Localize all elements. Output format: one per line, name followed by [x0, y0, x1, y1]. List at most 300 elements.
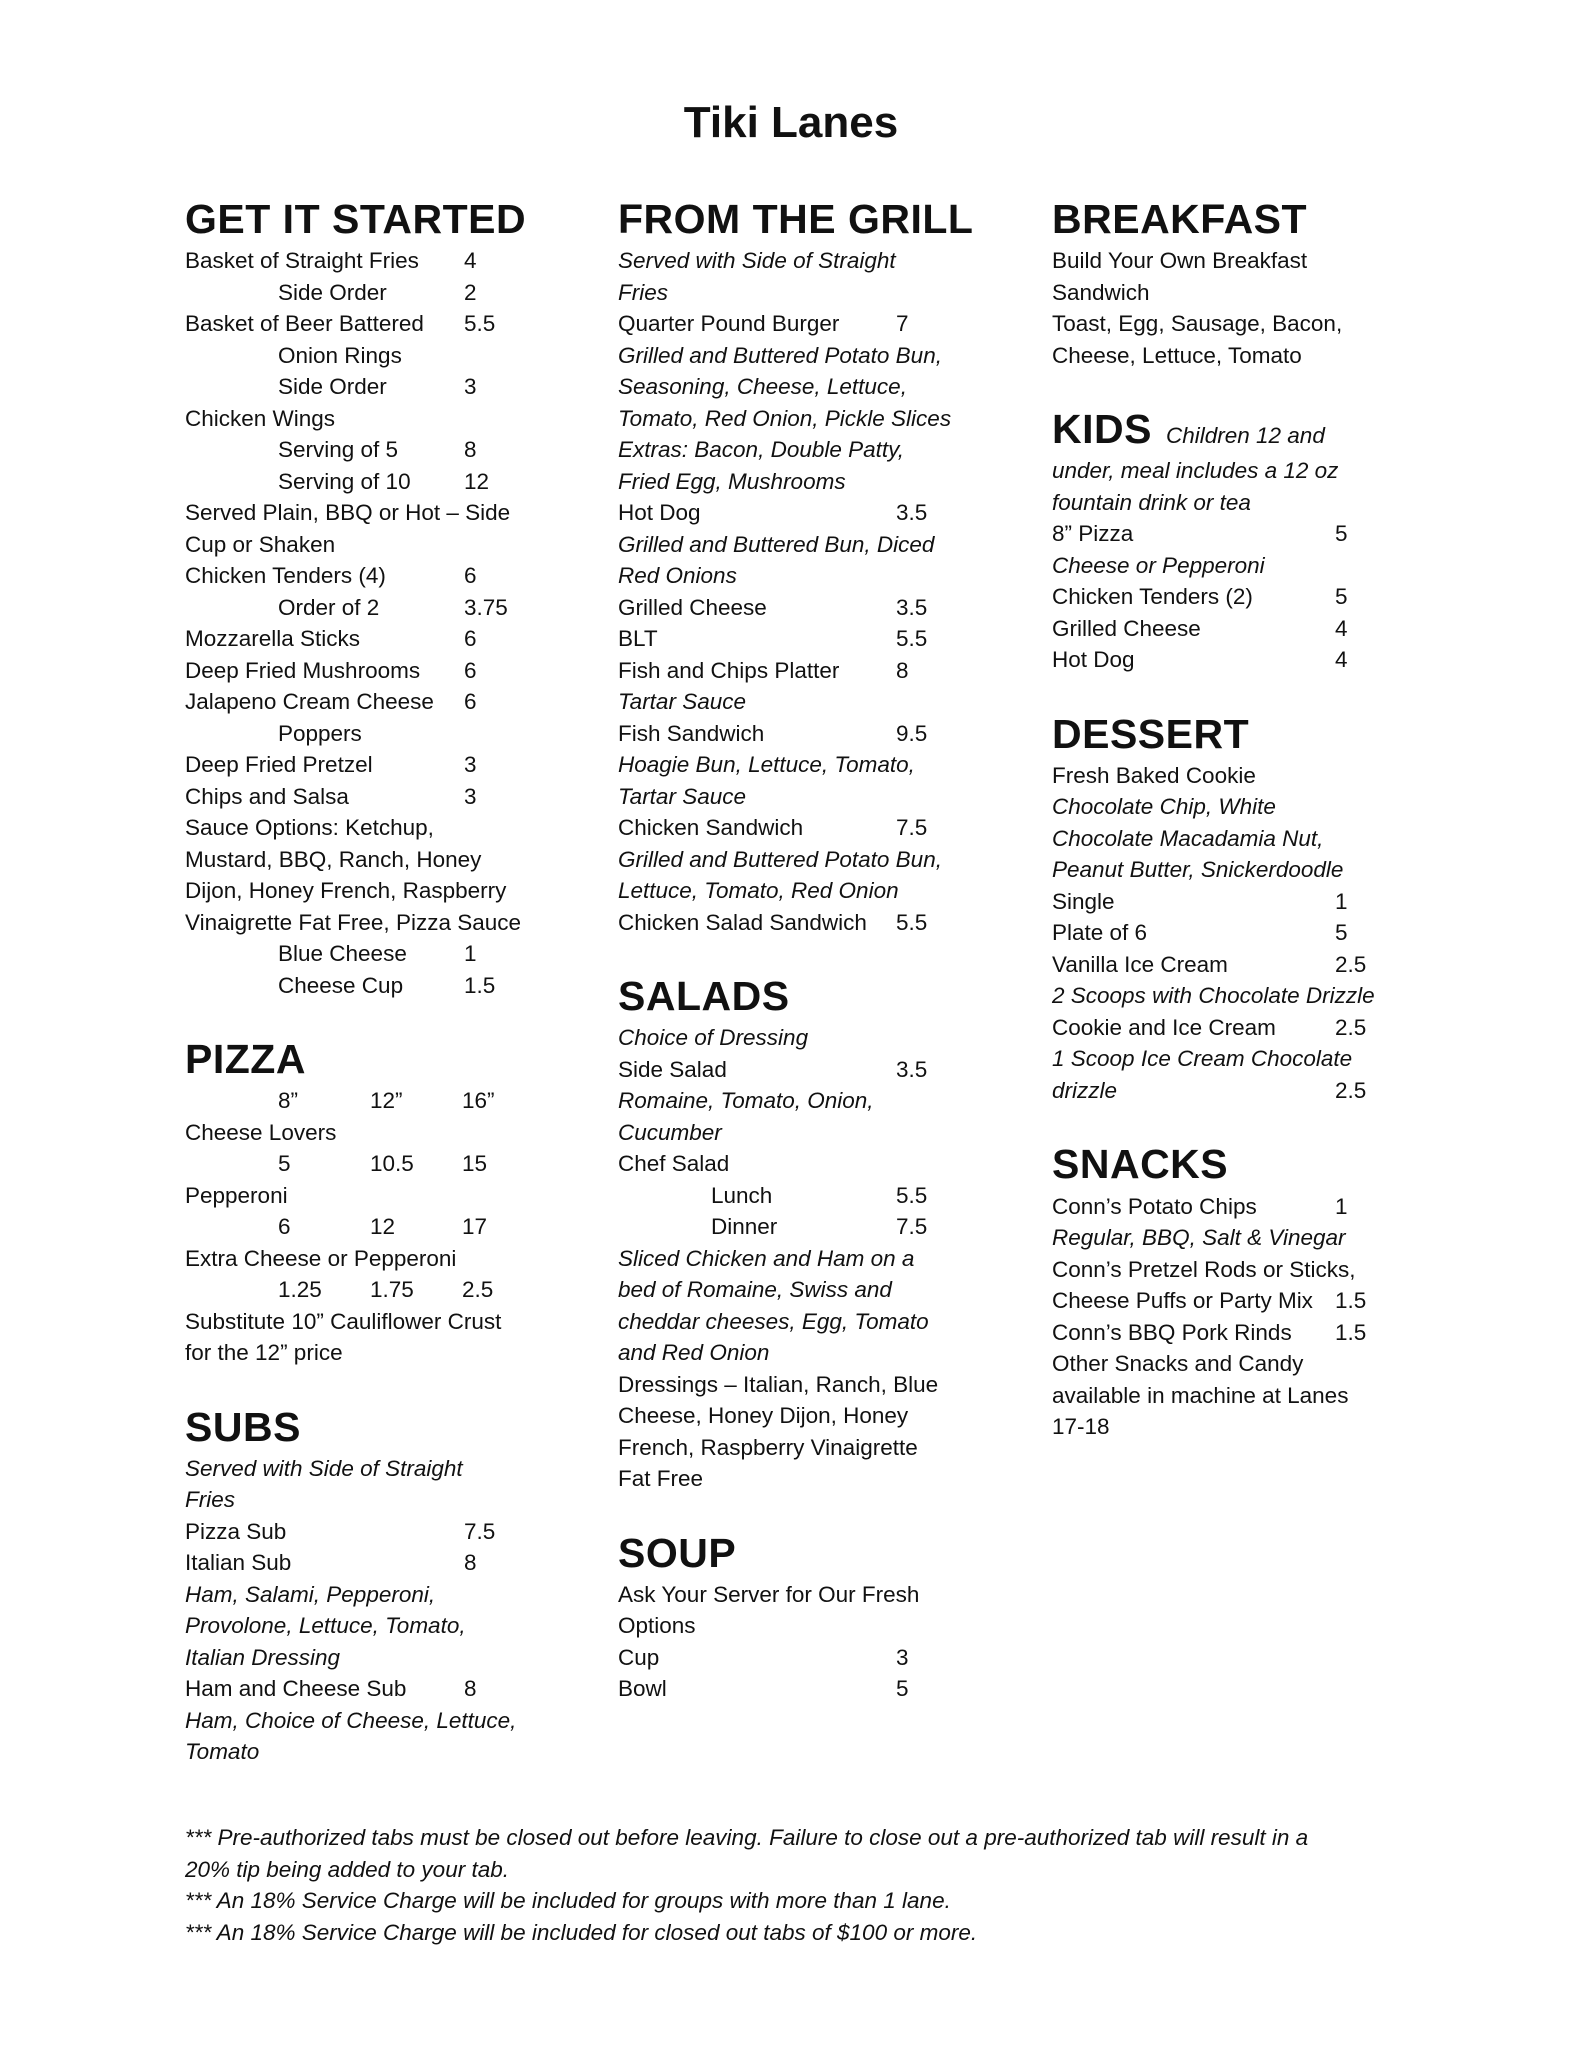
- item-name: Conn’s Potato Chips: [1052, 1193, 1257, 1219]
- pizza-price-cell: 1.75: [370, 1277, 414, 1303]
- pizza-price-cell: 5: [278, 1151, 291, 1177]
- item-name: Side Salad: [618, 1056, 727, 1082]
- item-price: 6: [464, 689, 477, 715]
- item-name: Conn’s BBQ Pork Rinds: [1052, 1319, 1292, 1345]
- menu-text-line: [185, 1117, 555, 1149]
- item-name: Blue Cheese: [278, 941, 407, 967]
- item-name: Grilled and Buttered Potato Bun,: [618, 846, 942, 872]
- menu-text-line: [185, 812, 555, 844]
- item-name: Quarter Pound Burger: [618, 311, 840, 337]
- menu-item: [1052, 917, 1452, 949]
- item-name: Tomato: [185, 1739, 260, 1765]
- item-name: available in machine at Lanes: [1052, 1382, 1349, 1408]
- menu-item: [185, 1673, 555, 1705]
- item-description: [618, 277, 1018, 309]
- item-description: [618, 1117, 1018, 1149]
- item-price: 8: [464, 1676, 477, 1702]
- pizza-price-cell: 12”: [370, 1088, 403, 1114]
- menu-text-line: [1052, 760, 1452, 792]
- menu-item: [618, 907, 1018, 939]
- item-name: Dinner: [711, 1214, 778, 1240]
- item-name: 17-18: [1052, 1414, 1110, 1440]
- menu-section-snacks: [1052, 1141, 1452, 1442]
- menu-item: [618, 1054, 1018, 1086]
- item-price: 3: [896, 1644, 909, 1670]
- item-description: [185, 1453, 555, 1485]
- item-description: [618, 403, 1018, 435]
- item-name: Basket of Straight Fries: [185, 248, 419, 274]
- item-name: Fries: [618, 279, 668, 305]
- item-name: French, Raspberry Vinaigrette: [618, 1434, 918, 1460]
- item-name: under, meal includes a 12 oz: [1052, 458, 1339, 484]
- menu-item: [1052, 613, 1452, 645]
- item-price: 5.5: [896, 626, 928, 652]
- menu-text-line: [185, 1180, 555, 1212]
- menu-item: [185, 560, 555, 592]
- item-price: 7: [896, 311, 909, 337]
- item-name: Substitute 10” Cauliflower Crust: [185, 1308, 502, 1334]
- pizza-price-row: [185, 1211, 555, 1243]
- item-name: Single: [1052, 888, 1115, 914]
- item-description: [185, 1610, 555, 1642]
- item-name: BLT: [618, 626, 658, 652]
- item-name: Toast, Egg, Sausage, Bacon,: [1052, 311, 1343, 337]
- item-description: [185, 1484, 555, 1516]
- menu-text-line: [1052, 277, 1452, 309]
- item-name: Side Order: [278, 279, 387, 305]
- menu-text-line: [618, 1463, 1018, 1495]
- section-heading: [618, 973, 1018, 1020]
- item-name: Vanilla Ice Cream: [1052, 951, 1228, 977]
- menu-item: [185, 1516, 555, 1548]
- menu-text-line: [618, 1579, 1018, 1611]
- item-name: Jalapeno Cream Cheese: [185, 689, 434, 715]
- item-name: Cup: [618, 1644, 660, 1670]
- item-name: Ham, Choice of Cheese, Lettuce,: [185, 1707, 517, 1733]
- menu-section-breakfast: [1052, 196, 1452, 371]
- pizza-price-row: [185, 1085, 555, 1117]
- item-name: Build Your Own Breakfast: [1052, 248, 1308, 274]
- item-name: Italian Sub: [185, 1550, 292, 1576]
- section-heading-text: SOUP: [618, 1529, 737, 1576]
- section-heading-text: BREAKFAST: [1052, 196, 1308, 242]
- menu-section-salads: [618, 973, 1018, 1495]
- item-name: Hot Dog: [1052, 647, 1135, 673]
- item-name: Options: [618, 1613, 696, 1639]
- item-price: 5.5: [896, 1182, 928, 1208]
- section-heading: [1052, 196, 1452, 243]
- item-name: Served with Side of Straight: [185, 1455, 463, 1481]
- menu-item: [1052, 1191, 1452, 1223]
- item-price: 1.5: [1335, 1288, 1367, 1314]
- item-name: Bowl: [618, 1676, 667, 1702]
- item-name: Mozzarella Sticks: [185, 626, 361, 652]
- section-heading: [618, 196, 1018, 243]
- section-heading-text: KIDS: [1052, 406, 1152, 453]
- menu-item: [1052, 644, 1452, 676]
- item-name: Poppers: [278, 720, 362, 746]
- item-description: [618, 1306, 1018, 1338]
- item-name: Fat Free: [618, 1466, 704, 1492]
- item-name: Other Snacks and Candy: [1052, 1351, 1304, 1377]
- menu-item: [618, 718, 1018, 750]
- menu-item: [618, 497, 1018, 529]
- item-name: Dressings – Italian, Ranch, Blue: [618, 1371, 939, 1397]
- item-price: 7.5: [464, 1518, 496, 1544]
- item-name: Chicken Tenders (2): [1052, 584, 1253, 610]
- item-name: Hot Dog: [618, 500, 701, 526]
- menu-item: [1052, 518, 1452, 550]
- menu-item: [618, 655, 1018, 687]
- item-price: 5.5: [896, 909, 928, 935]
- menu-text-line: [185, 340, 555, 372]
- item-name: Deep Fried Pretzel: [185, 752, 373, 778]
- pizza-price-cell: 12: [370, 1214, 396, 1240]
- item-name: Mustard, BBQ, Ranch, Honey: [185, 846, 482, 872]
- item-name: Pepperoni: [185, 1182, 288, 1208]
- item-name: bed of Romaine, Swiss and: [618, 1277, 892, 1303]
- pizza-price-cell: 17: [462, 1214, 488, 1240]
- item-description: [618, 1274, 1018, 1306]
- menu-item: [618, 623, 1018, 655]
- menu-text-line: [185, 718, 555, 750]
- item-name: Choice of Dressing: [618, 1025, 809, 1051]
- item-name: Chef Salad: [618, 1151, 730, 1177]
- item-name: drizzle: [1052, 1077, 1118, 1103]
- menu-item: [618, 1673, 1018, 1705]
- section-heading-text: FROM THE GRILL: [618, 196, 974, 242]
- item-name: Pizza Sub: [185, 1518, 287, 1544]
- menu-text-line: [1052, 308, 1452, 340]
- menu-item: [1052, 1317, 1452, 1349]
- item-description: [1052, 455, 1452, 487]
- menu-text-line: [185, 907, 555, 939]
- item-description: [618, 686, 1018, 718]
- menu-section-from-the-grill: [618, 196, 1018, 938]
- item-description: [185, 1736, 555, 1768]
- item-name: Cheese Cup: [278, 972, 404, 998]
- item-name: Serving of 5: [278, 437, 399, 463]
- item-name: cheddar cheeses, Egg, Tomato: [618, 1308, 929, 1334]
- menu-text-line: [618, 1148, 1018, 1180]
- item-name: Cheese, Honey Dijon, Honey: [618, 1403, 909, 1429]
- pizza-price-cell: 16”: [462, 1088, 495, 1114]
- item-name: Sauce Options: Ketchup,: [185, 815, 434, 841]
- pizza-price-row: [185, 1148, 555, 1180]
- section-heading: [618, 1530, 1018, 1577]
- item-description: [1052, 1222, 1452, 1254]
- item-name: Fresh Baked Cookie: [1052, 762, 1256, 788]
- item-name: Regular, BBQ, Salt & Vinegar: [1052, 1225, 1346, 1251]
- item-price: 5: [1335, 920, 1348, 946]
- item-price: 6: [464, 657, 477, 683]
- menu-item: [185, 749, 555, 781]
- item-name: Ask Your Server for Our Fresh: [618, 1581, 920, 1607]
- item-name: Served Plain, BBQ or Hot – Side: [185, 500, 511, 526]
- item-description: [618, 781, 1018, 813]
- item-description: [618, 560, 1018, 592]
- menu-item: [618, 1180, 1018, 1212]
- section-heading-text: DESSERT: [1052, 710, 1250, 757]
- footer-line: *** An 18% Service Charge will be included for groups with more than 1 lane.: [185, 1888, 951, 1913]
- item-price: 5: [1335, 584, 1348, 610]
- menu-item: [185, 623, 555, 655]
- section-heading: [185, 1036, 555, 1083]
- item-name: Sandwich: [1052, 279, 1150, 305]
- item-description: [1052, 980, 1452, 1012]
- menu-text-line: [185, 1306, 555, 1338]
- pizza-price-cell: 10.5: [370, 1151, 414, 1177]
- pizza-price-cell: 1.25: [278, 1277, 322, 1303]
- item-description: [618, 529, 1018, 561]
- menu-column-1: [185, 196, 555, 1803]
- menu-item: [185, 245, 555, 277]
- item-name: Cucumber: [618, 1119, 722, 1145]
- item-name: Chicken Wings: [185, 405, 336, 431]
- item-description: [618, 466, 1018, 498]
- section-heading-text: SALADS: [618, 973, 790, 1020]
- item-name: Peanut Butter, Snickerdoodle: [1052, 857, 1344, 883]
- item-name: Cup or Shaken: [185, 531, 336, 557]
- item-name: 8” Pizza: [1052, 521, 1134, 547]
- footer-line: *** An 18% Service Charge will be included for closed out tabs of $100 or more.: [185, 1919, 978, 1945]
- item-price: 3.5: [896, 594, 928, 620]
- item-description: [1052, 1043, 1452, 1075]
- menu-item: [1052, 886, 1452, 918]
- item-description: [618, 245, 1018, 277]
- item-name: Vinaigrette Fat Free, Pizza Sauce: [185, 909, 522, 935]
- item-name: Provolone, Lettuce, Tomato,: [185, 1613, 466, 1639]
- item-name: Conn’s Pretzel Rods or Sticks,: [1052, 1256, 1356, 1282]
- menu-item: [185, 308, 555, 340]
- pizza-price-row: [185, 1274, 555, 1306]
- menu-item: [185, 781, 555, 813]
- item-price: 6: [464, 626, 477, 652]
- item-description: [185, 1705, 555, 1737]
- item-price: 2.5: [1335, 1014, 1367, 1040]
- item-price: 5: [1335, 521, 1348, 547]
- section-heading-text: SUBS: [185, 1403, 301, 1450]
- item-name: Extra Cheese or Pepperoni: [185, 1245, 457, 1271]
- item-price: 12: [464, 468, 490, 494]
- item-price: 4: [1335, 615, 1348, 641]
- item-name: Deep Fried Mushrooms: [185, 657, 421, 683]
- menu-text-line: [185, 497, 555, 529]
- menu-item: [185, 655, 555, 687]
- item-name: Cheese Lovers: [185, 1119, 337, 1145]
- item-price: 6: [464, 563, 477, 589]
- item-name: and Red Onion: [618, 1340, 770, 1366]
- item-name: Fish Sandwich: [618, 720, 765, 746]
- section-heading-text: PIZZA: [185, 1036, 306, 1083]
- menu-item: [618, 1211, 1018, 1243]
- item-description: [185, 1579, 555, 1611]
- menu-text-line: [185, 875, 555, 907]
- item-description: [618, 749, 1018, 781]
- item-description: [185, 1642, 555, 1674]
- menu-item: [185, 938, 555, 970]
- menu-text-line: [1052, 1348, 1452, 1380]
- section-heading-text: SNACKS: [1052, 1141, 1229, 1188]
- item-price: 3: [464, 374, 477, 400]
- item-name: Tomato, Red Onion, Pickle Slices: [618, 405, 952, 431]
- item-name: Lunch: [711, 1182, 773, 1208]
- section-heading: [1052, 406, 1452, 453]
- footer-line: *** Pre-authorized tabs must be closed out before leaving. Failure to close out a pre-authorized tab will result in a: [185, 1825, 1309, 1850]
- item-name: fountain drink or tea: [1052, 489, 1251, 515]
- section-heading: [1052, 1141, 1452, 1188]
- item-price: 2.5: [1335, 951, 1367, 977]
- menu-item: [185, 371, 555, 403]
- item-name: Cookie and Ice Cream: [1052, 1014, 1276, 1040]
- item-name: Italian Dressing: [185, 1644, 341, 1670]
- menu-item: [1052, 1012, 1452, 1044]
- item-name: Extras: Bacon, Double Patty,: [618, 437, 904, 463]
- item-name: Grilled and Buttered Bun, Diced: [618, 531, 935, 557]
- menu-item: [618, 1642, 1018, 1674]
- item-description: [618, 1243, 1018, 1275]
- item-name: 1 Scoop Ice Cream Chocolate: [1052, 1046, 1353, 1072]
- menu-text-line: [1052, 340, 1452, 372]
- item-price: 5: [896, 1676, 909, 1702]
- menu-item: [1052, 1075, 1452, 1107]
- section-heading: [1052, 711, 1452, 758]
- pizza-price-cell: 6: [278, 1214, 291, 1240]
- item-name: Ham and Cheese Sub: [185, 1676, 407, 1702]
- item-name: Basket of Beer Battered: [185, 311, 424, 337]
- section-heading: [185, 1404, 555, 1451]
- item-name: Tartar Sauce: [618, 783, 746, 809]
- item-description: [1052, 550, 1452, 582]
- item-description: [618, 371, 1018, 403]
- item-name: Order of 2: [278, 594, 380, 620]
- item-price: 4: [1335, 647, 1348, 673]
- item-name: Cheese or Pepperoni: [1052, 552, 1265, 578]
- menu-item: [1052, 949, 1452, 981]
- item-name: 2 Scoops with Chocolate Drizzle: [1052, 983, 1375, 1009]
- footer-notes: [185, 1822, 1385, 1948]
- menu-column-2: [618, 196, 1018, 1740]
- menu-text-line: [1052, 1411, 1452, 1443]
- item-price: 1.5: [464, 972, 496, 998]
- pizza-price-cell: 15: [462, 1151, 488, 1177]
- menu-section-kids: [1052, 406, 1452, 676]
- item-name: Chips and Salsa: [185, 783, 349, 809]
- pizza-price-cell: 2.5: [462, 1277, 494, 1303]
- menu-item: [618, 592, 1018, 624]
- item-name: Chocolate Macadamia Nut,: [1052, 825, 1324, 851]
- item-name: Chicken Salad Sandwich: [618, 909, 867, 935]
- item-description: [1052, 487, 1452, 519]
- item-name: Grilled Cheese: [618, 594, 767, 620]
- menu-column-3: [1052, 196, 1452, 1478]
- menu-text-line: [185, 529, 555, 561]
- item-name: Served with Side of Straight: [618, 248, 896, 274]
- menu-text-line: [1052, 1380, 1452, 1412]
- item-price: 7.5: [896, 1214, 928, 1240]
- menu-text-line: [618, 1400, 1018, 1432]
- item-description: [618, 875, 1018, 907]
- menu-text-line: [618, 1432, 1018, 1464]
- item-name: Romaine, Tomato, Onion,: [618, 1088, 874, 1114]
- item-name: for the 12” price: [185, 1340, 343, 1366]
- menu-section-get-it-started: [185, 196, 555, 1001]
- item-description: [1052, 791, 1452, 823]
- item-name: Chicken Sandwich: [618, 815, 804, 841]
- menu-text-line: [185, 1337, 555, 1369]
- menu-text-line: [618, 1610, 1018, 1642]
- item-name: Hoagie Bun, Lettuce, Tomato,: [618, 752, 915, 778]
- menu-text-line: [1052, 1254, 1452, 1286]
- item-name: Red Onions: [618, 563, 737, 589]
- item-name: Lettuce, Tomato, Red Onion: [618, 878, 899, 904]
- item-price: 2: [464, 279, 477, 305]
- menu-text-line: [1052, 245, 1452, 277]
- menu-section-subs: [185, 1404, 555, 1768]
- item-description: [618, 1085, 1018, 1117]
- item-name: Serving of 10: [278, 468, 411, 494]
- item-name: Fish and Chips Platter: [618, 657, 840, 683]
- menu-item: [185, 277, 555, 309]
- item-price: 8: [464, 437, 477, 463]
- item-description: [618, 1022, 1018, 1054]
- item-name: Plate of 6: [1052, 920, 1148, 946]
- item-description: [618, 340, 1018, 372]
- item-name: Grilled Cheese: [1052, 615, 1201, 641]
- menu-section-pizza: [185, 1036, 555, 1369]
- menu-item: [185, 466, 555, 498]
- menu-item: [185, 686, 555, 718]
- item-price: 8: [896, 657, 909, 683]
- item-description: [1052, 854, 1452, 886]
- item-description: [618, 844, 1018, 876]
- item-name: Fries: [185, 1487, 235, 1513]
- item-name: Tartar Sauce: [618, 689, 746, 715]
- item-name: Onion Rings: [278, 342, 402, 368]
- item-price: 8: [464, 1550, 477, 1576]
- menu-item: [185, 592, 555, 624]
- menu-text-line: [618, 1369, 1018, 1401]
- item-price: 4: [464, 248, 477, 274]
- item-name: Chicken Tenders (4): [185, 563, 386, 589]
- item-price: 1: [1335, 1193, 1348, 1219]
- menu-section-soup: [618, 1530, 1018, 1705]
- menu-text-line: [185, 1243, 555, 1275]
- item-name: Dijon, Honey French, Raspberry: [185, 878, 507, 904]
- item-name: Grilled and Buttered Potato Bun,: [618, 342, 942, 368]
- menu-section-dessert: [1052, 711, 1452, 1107]
- item-name: Chocolate Chip, White: [1052, 794, 1276, 820]
- menu-title: Tiki Lanes: [683, 98, 899, 147]
- menu-text-line: [185, 403, 555, 435]
- item-price: 1.5: [1335, 1319, 1367, 1345]
- menu-item: [1052, 1285, 1452, 1317]
- menu-item: [1052, 581, 1452, 613]
- section-heading: [185, 196, 555, 243]
- item-price: 1: [464, 941, 477, 967]
- item-name: Ham, Salami, Pepperoni,: [185, 1581, 436, 1607]
- item-name: Cheese, Lettuce, Tomato: [1052, 342, 1302, 368]
- item-price: 5.5: [464, 311, 496, 337]
- menu-item: [185, 970, 555, 1002]
- item-description: [618, 1337, 1018, 1369]
- item-price: 2.5: [1335, 1077, 1367, 1103]
- item-price: 7.5: [896, 815, 928, 841]
- item-name: Fried Egg, Mushrooms: [618, 468, 846, 494]
- menu-item: [618, 812, 1018, 844]
- item-price: 9.5: [896, 720, 928, 746]
- item-price: 3.5: [896, 1056, 928, 1082]
